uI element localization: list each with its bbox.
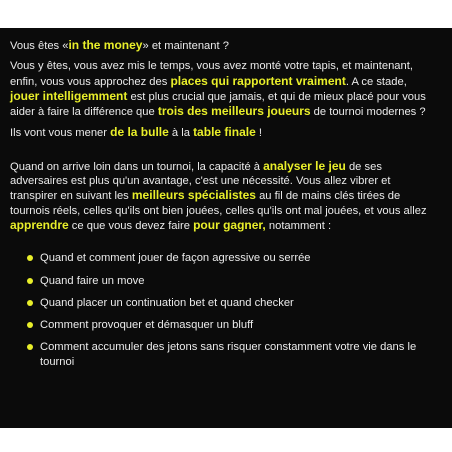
spacer [10, 239, 436, 251]
highlight-table-finale: table finale [193, 125, 256, 140]
list-item-text: Comment accumuler des jetons sans risquer constamment votre vie dans le tournoi [40, 341, 417, 368]
text: Vous y êtes, vous avez mis le temps, vous avez monté votre tapis, et maintenant, enfin, vous vous approchez des [10, 60, 413, 88]
text: à la [168, 127, 194, 140]
text: au fil de mains clés tirées de tournois réels, celles qu'ils ont bien jouées, celles qu'ils ont mal jouées, et vous allez [10, 190, 427, 217]
highlight-jouer: jouer intelligemment [10, 88, 128, 103]
list-item-text: Quand placer un continuation bet et quand checker [40, 296, 294, 309]
body-paragraph [10, 159, 436, 233]
back-cover-text-panel [0, 28, 452, 428]
text: de tournoi modernes ? [310, 106, 426, 119]
intro-question [10, 38, 436, 53]
intro-bulle-line [10, 125, 436, 140]
highlight-places: places qui rapportent vraiment [170, 73, 346, 88]
list-item-text: Quand faire un move [40, 274, 145, 287]
bullet-dot-icon [27, 278, 33, 284]
list-item [40, 274, 436, 288]
text: Ils vont vous mener [10, 127, 111, 140]
highlight-trois-joueurs: trois des meilleurs joueurs [157, 104, 311, 119]
text: notamment : [265, 219, 332, 232]
text: ce que vous devez faire [68, 219, 194, 232]
list-item [40, 318, 436, 332]
highlight-apprendre: apprendre [10, 217, 69, 232]
bullet-dot-icon [27, 255, 33, 261]
highlight-in-the-money: in the money [68, 38, 143, 52]
list-item [40, 340, 436, 369]
bullet-dot-icon [27, 322, 33, 328]
bullet-list [10, 251, 436, 369]
text: de ses adversaires est plus qu'un avantage, c'est une nécessité. Vous allez vibrer et transpirer en suivant les [10, 160, 391, 203]
bullet-dot-icon [27, 300, 33, 306]
highlight-pour-gagner: pour gagner, [193, 217, 266, 232]
list-item [40, 251, 436, 265]
list-item-text: Comment provoquer et démasquer un bluff [40, 319, 254, 332]
text: » et maintenant ? [142, 40, 229, 52]
text: Vous êtes « [10, 40, 69, 52]
list-item-text: Quand et comment jouer de façon agressive ou serrée [40, 252, 311, 265]
text: Quand on arrive loin dans un tournoi, la capacité à [10, 160, 264, 173]
spacer [10, 147, 436, 159]
highlight-bulle: de la bulle [110, 125, 169, 140]
text: . A ce stade, [345, 75, 407, 88]
list-item [40, 296, 436, 310]
text: est plus crucial que jamais, et qui de mieux placé pour vous aider à faire la différence que [10, 90, 426, 119]
text: ! [255, 127, 262, 140]
highlight-analyser: analyser le jeu [263, 158, 346, 173]
highlight-specialistes: meilleurs spécialistes [131, 188, 256, 203]
intro-paragraph [10, 59, 436, 119]
bullet-dot-icon [27, 344, 33, 350]
